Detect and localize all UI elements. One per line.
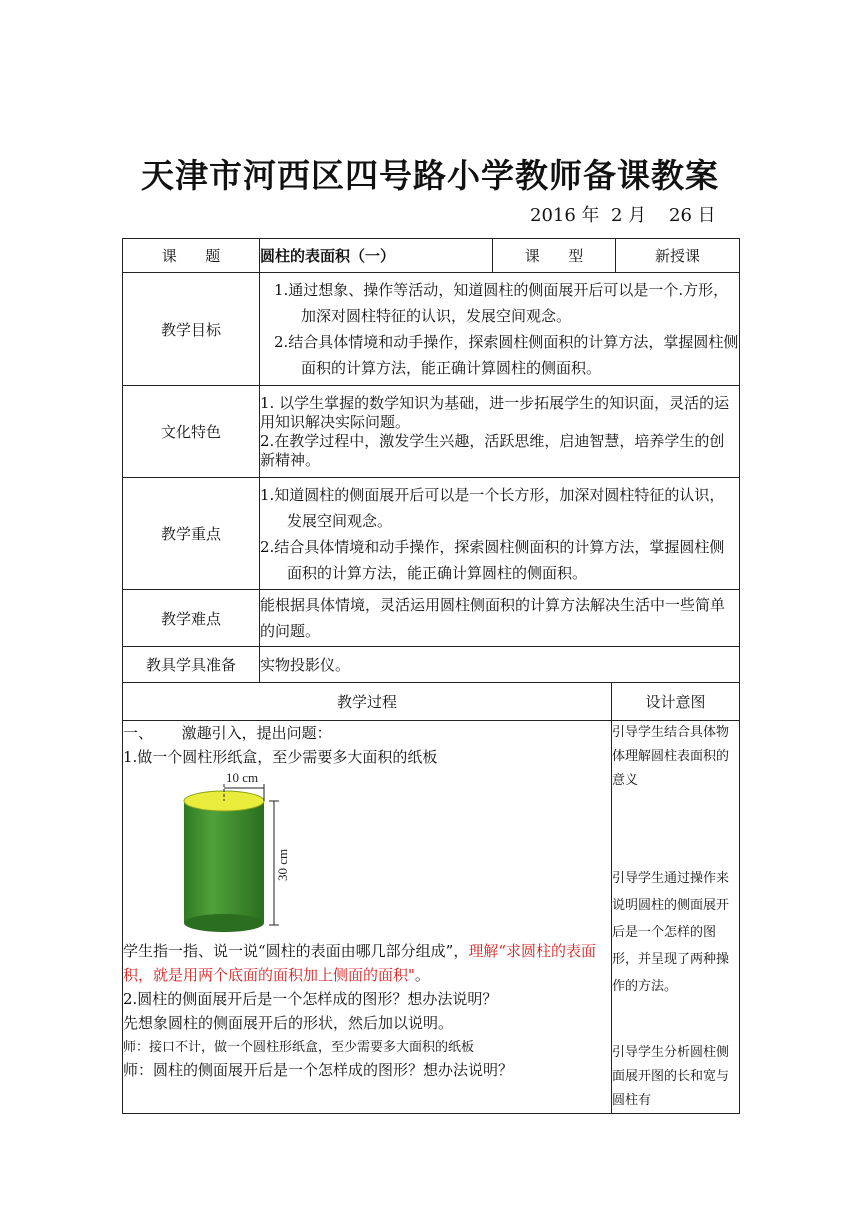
intent-item: 引导学生结合具体物体理解圆柱表面积的意义 [612, 725, 730, 788]
lesson-date: 2016 年 2 月 26 日 [530, 205, 716, 226]
intent-item: 引导学生通过操作来说明圆柱的侧面展开后是一个怎样的图形，并呈现了两种操作的方法。 [612, 871, 730, 994]
cylinder-body [184, 801, 264, 923]
process-header-row [123, 683, 740, 721]
diameter-label: 10 cm [226, 770, 259, 785]
teacher-prefix: 师： [123, 1061, 154, 1079]
teacher-text: 圆柱的侧面展开后是一个怎样成的图形？想办法说明？ [153, 1061, 514, 1079]
goals-content [260, 273, 740, 386]
process-content [123, 721, 612, 1114]
topic-label: 课 题 [123, 239, 260, 273]
student-text: 学生指一指、说一说“圆柱的表面由哪几部分组成”， [123, 942, 469, 960]
cylinder-bottom [184, 914, 264, 932]
process-header: 教学过程 [123, 683, 612, 721]
difficulty-label: 教学难点 [123, 590, 260, 647]
key-points-label: 教学重点 [123, 478, 260, 590]
process-row [123, 721, 740, 1114]
key-point-item: 1.知道圆柱的侧面展开后可以是一个长方形，加深对圆柱特征的认识，发展空间观念。 [260, 485, 725, 530]
student-activity [123, 939, 611, 987]
tools-content: 实物投影仪。 [260, 647, 740, 683]
goal-item: 1.通过想象、操作等活动，知道圆柱的侧面展开后可以是一个.方形，加深对圆柱特征的认识，发展空间观念。 [274, 281, 729, 325]
question-2: 2.圆柱的侧面展开后是一个怎样成的图形？想办法说明？ [123, 990, 498, 1008]
goal-item: 2.结合具体情境和动手操作，探索圆柱侧面积的计算方法，掌握圆柱侧面积的计算方法，能正确计算圆柱的侧面积。 [274, 333, 739, 377]
culture-content [260, 386, 740, 478]
teacher-line-2 [123, 1059, 611, 1081]
cylinder-figure [123, 769, 611, 939]
goals-row [123, 273, 740, 386]
question-1: 1.做一个圆柱形纸盒，至少需要多大面积的纸板 [123, 748, 438, 766]
teacher-prefix: 师： [123, 1040, 150, 1055]
key-points-content [260, 478, 740, 590]
goals-label: 教学目标 [123, 273, 260, 386]
key-points-row [123, 478, 740, 590]
culture-item: 1. 以学生掌握的数学知识为基础，进一步拓展学生的知识面，灵活的运用知识解决实际问题。 [260, 393, 730, 431]
culture-row [123, 386, 740, 478]
page-title: 天津市河西区四号路小学教师备课教案 [141, 156, 719, 195]
tools-row [123, 647, 740, 683]
difficulty-content: 能根据具体情境，灵活运用圆柱侧面积的计算方法解决生活中一些简单的问题。 [260, 590, 740, 647]
student-text-end: 。 [414, 966, 430, 984]
intent-header: 设计意图 [612, 683, 740, 721]
key-point-item: 2.结合具体情境和动手操作，探索圆柱侧面积的计算方法，掌握圆柱侧面积的计算方法，能正确计算圆柱的侧面积。 [260, 537, 725, 582]
intent-content [612, 721, 740, 1114]
difficulty-row [123, 590, 740, 647]
type-label: 课 型 [493, 239, 616, 273]
intent-item: 引导学生分析圆柱侧面展开图的长和宽与圆柱有 [612, 1045, 730, 1108]
student-text-highlight: 理解“求圆柱的表面积，就是用两个底面的面积加上侧面的面积" [123, 942, 597, 984]
section-heading: 一、 激趣引入，提出问题： [123, 724, 332, 742]
lesson-plan-table [122, 238, 740, 1114]
teacher-line-1 [123, 1035, 611, 1059]
type-value: 新授课 [616, 239, 740, 273]
tools-label: 教具学具准备 [123, 647, 260, 683]
topic-row [123, 239, 740, 273]
question-2-follow: 先想象圆柱的侧面展开后的形状，然后加以说明。 [123, 1014, 454, 1032]
topic-value: 圆柱的表面积（一） [260, 239, 493, 273]
height-label: 30 cm [275, 848, 290, 881]
cylinder-illustration [163, 769, 363, 941]
teacher-text: 接口不计，做一个圆柱形纸盒，至少需要多大面积的纸板 [149, 1040, 475, 1055]
culture-label: 文化特色 [123, 386, 260, 478]
culture-item: 2.在教学过程中，激发学生兴趣，活跃思维，启迪智慧，培养学生的创新精神。 [260, 431, 725, 469]
